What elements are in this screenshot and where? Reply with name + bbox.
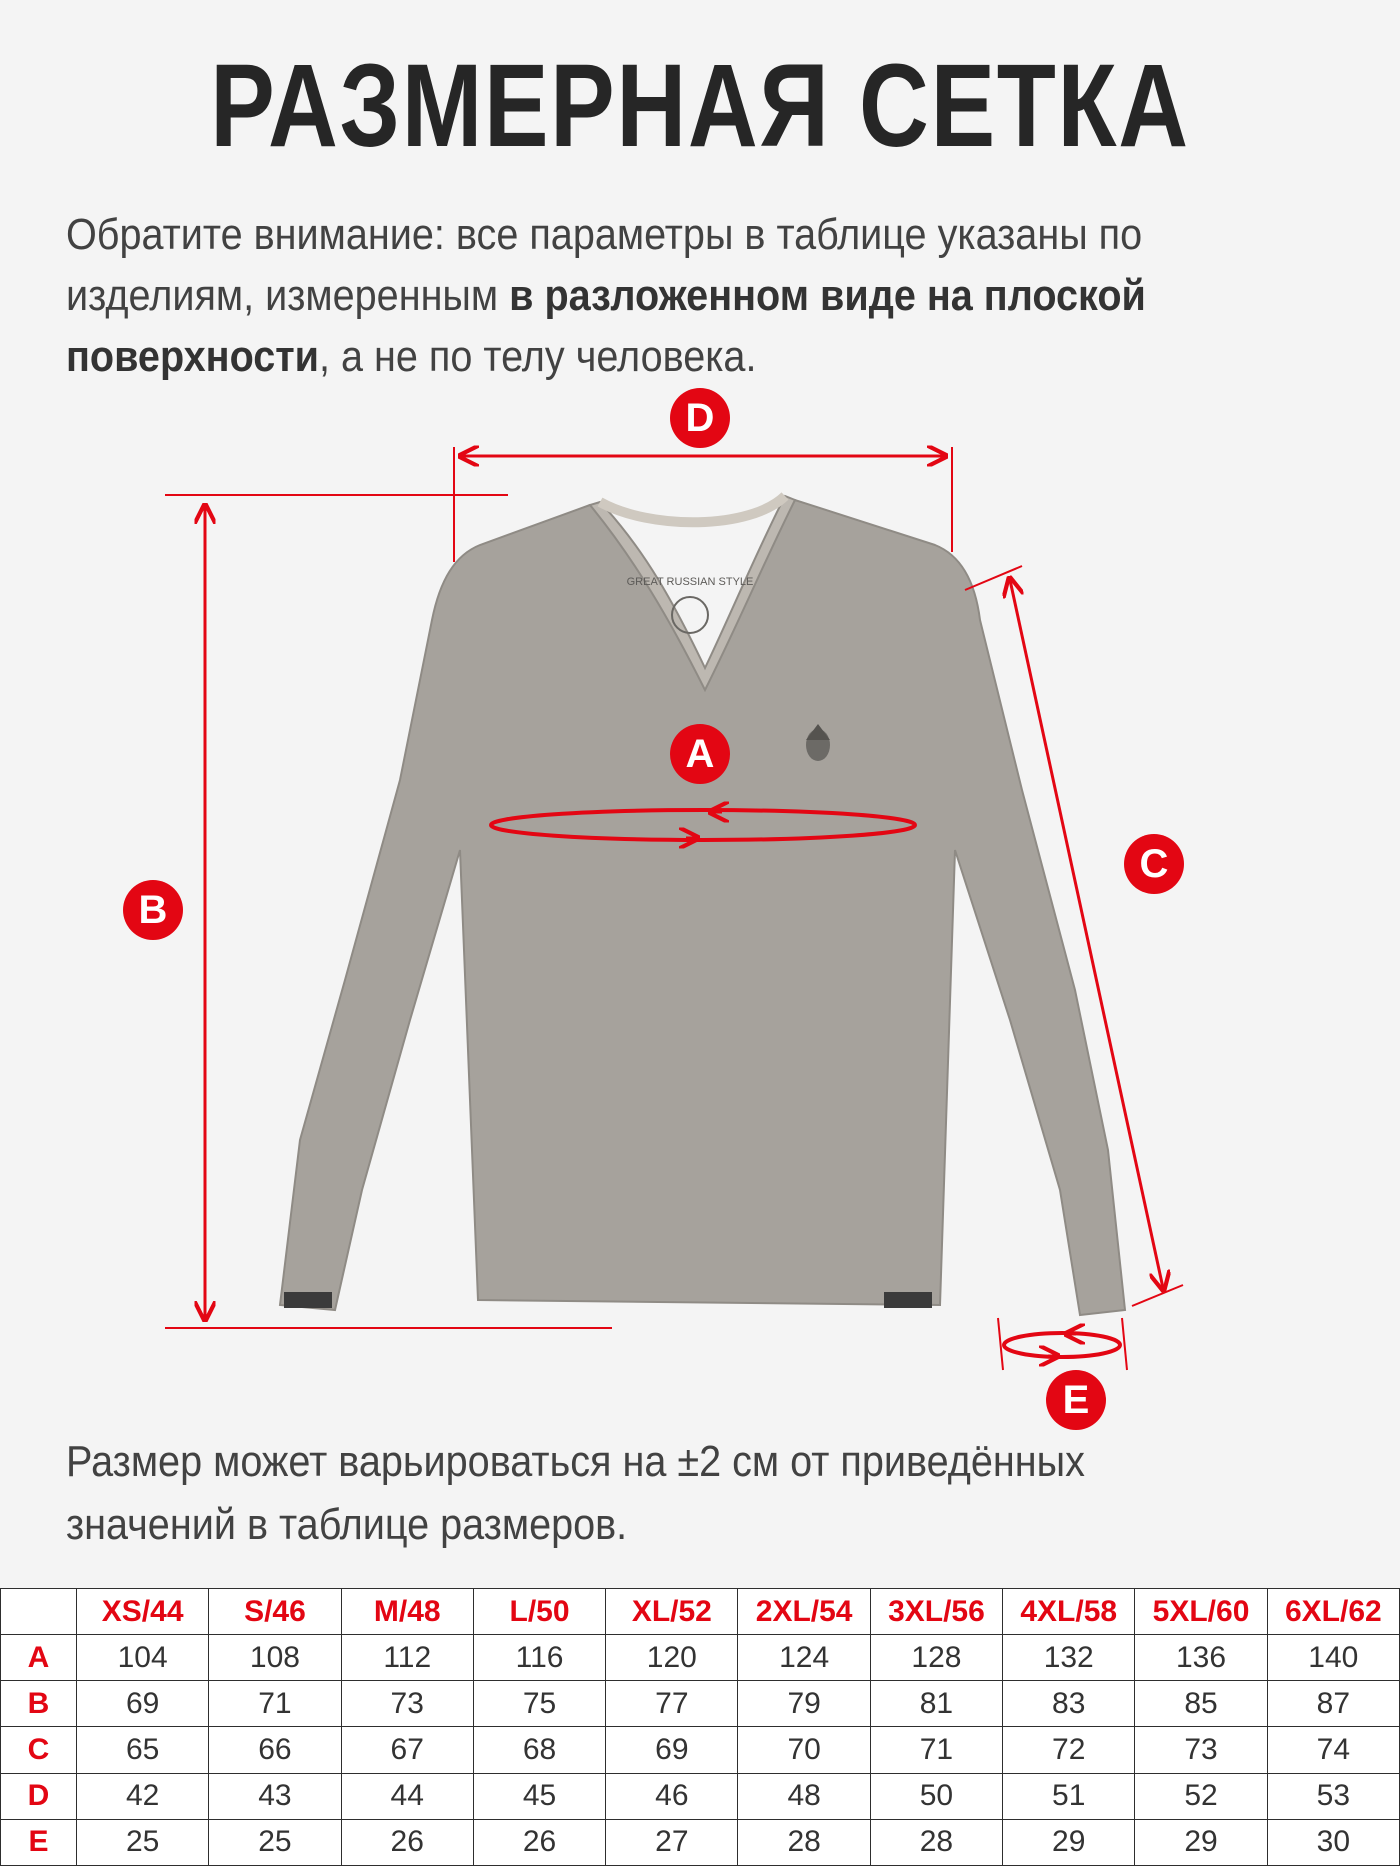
- row-label: A: [1, 1635, 77, 1681]
- table-cell: 120: [606, 1635, 738, 1681]
- badge-a: A: [670, 724, 730, 784]
- table-cell: 50: [870, 1773, 1002, 1819]
- row-label: C: [1, 1727, 77, 1773]
- badge-d: D: [670, 388, 730, 448]
- table-cell: 68: [473, 1727, 605, 1773]
- table-cell: 85: [1135, 1681, 1267, 1727]
- table-cell: 25: [77, 1819, 209, 1865]
- table-cell: 70: [738, 1727, 870, 1773]
- table-cell: 104: [77, 1635, 209, 1681]
- table-cell: 26: [341, 1819, 473, 1865]
- size-header: XS/44: [77, 1589, 209, 1635]
- table-cell: 28: [870, 1819, 1002, 1865]
- table-cell: 81: [870, 1681, 1002, 1727]
- table-cell: 108: [209, 1635, 341, 1681]
- table-cell: 67: [341, 1727, 473, 1773]
- size-header: 6XL/62: [1267, 1589, 1399, 1635]
- table-cell: 73: [341, 1681, 473, 1727]
- size-header: 2XL/54: [738, 1589, 870, 1635]
- note-text-start: Обратите внимание: все параметры в таблице указаны по изделиям, измеренным: [66, 210, 1143, 320]
- table-cell: 51: [1003, 1773, 1135, 1819]
- table-row: [1, 1727, 1400, 1773]
- hem-label-left: [284, 1292, 332, 1308]
- size-header: L/50: [473, 1589, 605, 1635]
- badge-b: B: [123, 880, 183, 940]
- row-label: B: [1, 1681, 77, 1727]
- c-bottom-guide: [1132, 1285, 1183, 1306]
- table-cell: 46: [606, 1773, 738, 1819]
- row-label: E: [1, 1819, 77, 1865]
- table-cell: 42: [77, 1773, 209, 1819]
- c-top-guide: [965, 566, 1022, 590]
- table-cell: 43: [209, 1773, 341, 1819]
- badge-e: E: [1046, 1370, 1106, 1430]
- table-cell: 136: [1135, 1635, 1267, 1681]
- table-cell: 132: [1003, 1635, 1135, 1681]
- table-cell: 48: [738, 1773, 870, 1819]
- note-text-end: , а не по телу человека.: [318, 332, 757, 381]
- size-header-row: [1, 1589, 1400, 1635]
- table-cell: 140: [1267, 1635, 1399, 1681]
- table-cell: 128: [870, 1635, 1002, 1681]
- row-label: D: [1, 1773, 77, 1819]
- size-header: S/46: [209, 1589, 341, 1635]
- note-text-bold: в разложенном виде на плоской поверхности: [66, 271, 1146, 381]
- table-row: [1, 1773, 1400, 1819]
- table-cell: 69: [606, 1727, 738, 1773]
- table-cell: 29: [1003, 1819, 1135, 1865]
- table-cell: 75: [473, 1681, 605, 1727]
- table-cell: 29: [1135, 1819, 1267, 1865]
- size-header: XL/52: [606, 1589, 738, 1635]
- table-cell: 44: [341, 1773, 473, 1819]
- table-row: [1, 1681, 1400, 1727]
- size-header: 4XL/58: [1003, 1589, 1135, 1635]
- e-right-guide: [1122, 1318, 1127, 1370]
- size-header: 5XL/60: [1135, 1589, 1267, 1635]
- table-row: [1, 1819, 1400, 1865]
- variance-note: Размер может варьироваться на ±2 см от приведённых значений в таблице размеров.: [66, 1437, 1085, 1549]
- collar-print-text: GREAT RUSSIAN STYLE: [626, 576, 754, 588]
- corner-cell: [1, 1589, 77, 1635]
- hem-label-right: [884, 1292, 932, 1308]
- e-measure-ellipse: [1004, 1333, 1120, 1357]
- table-cell: 65: [77, 1727, 209, 1773]
- size-header: 3XL/56: [870, 1589, 1002, 1635]
- table-cell: 71: [209, 1681, 341, 1727]
- table-cell: 45: [473, 1773, 605, 1819]
- size-header: M/48: [341, 1589, 473, 1635]
- table-cell: 52: [1135, 1773, 1267, 1819]
- table-cell: 53: [1267, 1773, 1399, 1819]
- table-row: [1, 1635, 1400, 1681]
- size-table: [0, 1588, 1400, 1866]
- table-cell: 79: [738, 1681, 870, 1727]
- table-cell: 25: [209, 1819, 341, 1865]
- table-cell: 87: [1267, 1681, 1399, 1727]
- table-cell: 112: [341, 1635, 473, 1681]
- table-cell: 30: [1267, 1819, 1399, 1865]
- table-cell: 116: [473, 1635, 605, 1681]
- table-cell: 27: [606, 1819, 738, 1865]
- badge-c: C: [1124, 834, 1184, 894]
- table-cell: 124: [738, 1635, 870, 1681]
- table-cell: 83: [1003, 1681, 1135, 1727]
- shirt-body: [280, 500, 1125, 1315]
- table-cell: 72: [1003, 1727, 1135, 1773]
- table-cell: 73: [1135, 1727, 1267, 1773]
- table-cell: 77: [606, 1681, 738, 1727]
- table-cell: 66: [209, 1727, 341, 1773]
- page-title: РАЗМЕРНАЯ СЕТКА: [210, 40, 1190, 172]
- table-cell: 28: [738, 1819, 870, 1865]
- table-cell: 74: [1267, 1727, 1399, 1773]
- table-cell: 71: [870, 1727, 1002, 1773]
- table-cell: 69: [77, 1681, 209, 1727]
- table-cell: 26: [473, 1819, 605, 1865]
